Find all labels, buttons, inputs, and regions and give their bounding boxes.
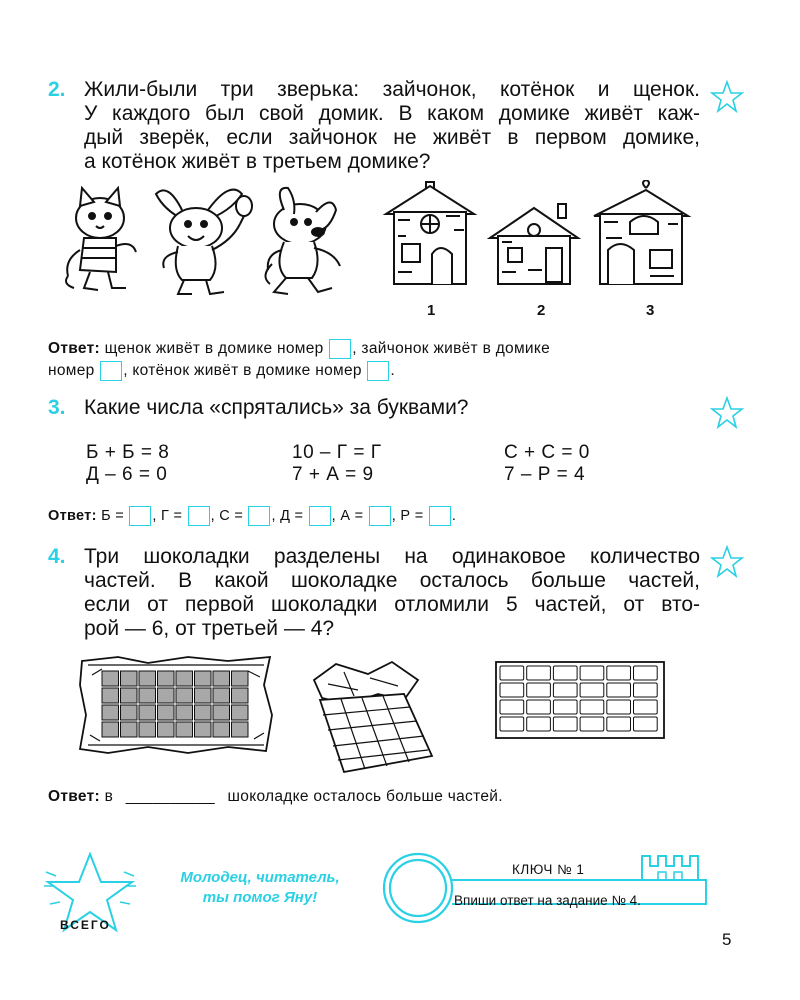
answer-item: , Д = xyxy=(271,508,304,524)
page-number: 5 xyxy=(722,930,732,949)
chocolate-piece xyxy=(500,683,524,697)
chocolate-piece xyxy=(158,705,175,720)
key-icon xyxy=(380,848,710,928)
chocolate-piece xyxy=(580,717,604,731)
chocolate-piece xyxy=(139,688,156,703)
house-label: 3 xyxy=(646,302,655,319)
chocolate-piece xyxy=(634,717,658,731)
task-3-text: Какие числа «спрятались» за буквами? xyxy=(84,396,469,419)
answer-label: Ответ: xyxy=(48,340,100,357)
house-label: 2 xyxy=(537,302,546,319)
answer-label: Ответ: xyxy=(48,788,100,805)
chocolate-piece xyxy=(527,700,551,714)
chocolate-piece xyxy=(527,683,551,697)
chocolate-3 xyxy=(495,661,665,739)
chocolate-piece xyxy=(232,705,249,720)
chocolate-piece xyxy=(121,688,138,703)
answer-item: , Г = xyxy=(152,508,183,524)
task-4-line: если от первой шоколадки отломили 5 частей, от вто- xyxy=(84,593,700,616)
task-3-number: 3. xyxy=(48,396,66,419)
chocolate-piece xyxy=(176,705,193,720)
chocolate-piece xyxy=(195,688,212,703)
chocolate-piece xyxy=(195,671,212,686)
chocolate-piece xyxy=(176,722,193,737)
answer-box-g[interactable] xyxy=(188,506,210,526)
answer-item: . xyxy=(451,508,457,524)
answer-item: , Р = xyxy=(391,508,424,524)
key-title: КЛЮЧ № 1 xyxy=(512,862,585,877)
total-label: ВСЕГО xyxy=(60,918,111,932)
chocolate-piece xyxy=(176,688,193,703)
chocolate-piece xyxy=(213,671,230,686)
answer-box-s[interactable] xyxy=(248,506,270,526)
chocolate-1 xyxy=(78,655,274,755)
chocolate-piece xyxy=(232,722,249,737)
chocolate-piece xyxy=(102,722,119,737)
chocolate-piece xyxy=(232,688,249,703)
chocolate-piece xyxy=(607,683,631,697)
answer-text: . xyxy=(390,362,396,379)
chocolate-piece xyxy=(607,717,631,731)
chocolate-piece xyxy=(102,688,119,703)
task-2-line: Жили-были три зверька: зайчонок, котёнок и щенок. xyxy=(84,78,700,101)
chocolate-piece xyxy=(580,683,604,697)
answer-blank-line[interactable]: __________ xyxy=(125,788,215,805)
chocolate-piece xyxy=(580,700,604,714)
chocolate-piece xyxy=(102,705,119,720)
houses-illustration xyxy=(382,180,692,290)
chocolate-piece xyxy=(607,700,631,714)
chocolate-piece xyxy=(553,666,577,680)
answer-box-a[interactable] xyxy=(369,506,391,526)
praise-line: Молодец, читатель, xyxy=(180,869,340,886)
chocolate-piece xyxy=(158,688,175,703)
task-4-answer xyxy=(48,786,708,808)
chocolate-piece xyxy=(102,671,119,686)
chocolate-piece xyxy=(121,671,138,686)
animals-illustration xyxy=(60,180,350,300)
chocolate-piece xyxy=(195,705,212,720)
star-icon[interactable] xyxy=(710,545,744,579)
answer-label: Ответ: xyxy=(48,508,97,524)
chocolate-piece xyxy=(553,700,577,714)
answer-box-bunny[interactable] xyxy=(100,361,122,381)
chocolate-piece xyxy=(634,683,658,697)
chocolate-piece xyxy=(139,705,156,720)
answer-box-kitten[interactable] xyxy=(367,361,389,381)
equation: Б + Б = 8 xyxy=(86,442,170,463)
task-4-number: 4. xyxy=(48,545,66,568)
task-3-answer xyxy=(48,505,708,527)
answer-box-b[interactable] xyxy=(129,506,151,526)
equation: С + С = 0 xyxy=(504,442,590,463)
answer-box-d[interactable] xyxy=(309,506,331,526)
chocolate-piece xyxy=(553,683,577,697)
answer-box-r[interactable] xyxy=(429,506,451,526)
key-hint: Впиши ответ на задание № 4. xyxy=(454,893,641,908)
task-4-line: рой — 6, от третьей — 4? xyxy=(84,617,335,640)
answer-item: Б = xyxy=(101,508,124,524)
chocolate-piece xyxy=(213,722,230,737)
bunny-icon xyxy=(156,190,252,294)
chocolate-piece xyxy=(139,722,156,737)
equation: Д – 6 = 0 xyxy=(86,464,168,485)
star-icon[interactable] xyxy=(710,396,744,430)
kitten-icon xyxy=(66,188,136,290)
answer-box-puppy[interactable] xyxy=(329,339,351,359)
house-1-icon xyxy=(386,182,474,284)
chocolate-piece xyxy=(121,722,138,737)
house-label: 1 xyxy=(427,302,436,319)
chocolate-piece xyxy=(158,671,175,686)
equation: 7 + А = 9 xyxy=(292,464,374,485)
chocolate-piece xyxy=(139,671,156,686)
chocolate-piece xyxy=(195,722,212,737)
chocolate-piece xyxy=(158,722,175,737)
chocolate-piece xyxy=(607,666,631,680)
chocolate-piece xyxy=(527,717,551,731)
puppy-icon xyxy=(265,188,340,294)
task-2-line: У каждого был свой домик. В каком домике живёт каж- xyxy=(84,102,700,125)
task-4-line: частей. В какой шоколадке осталось больше частей, xyxy=(84,569,700,592)
answer-text: , зайчонок живёт в домике xyxy=(352,340,551,357)
praise-text xyxy=(160,868,360,908)
answer-item: , А = xyxy=(331,508,364,524)
task-2-answer xyxy=(48,338,708,382)
answer-text: , котёнок живёт в домике номер xyxy=(123,362,362,379)
chocolate-piece xyxy=(500,700,524,714)
praise-line: ты помог Яну! xyxy=(202,889,318,906)
house-2-icon xyxy=(490,204,578,284)
task-2-line: дый зверёк, если зайчонок не живёт в первом домике, xyxy=(84,126,700,149)
house-3-icon xyxy=(594,180,688,284)
chocolate-2 xyxy=(308,660,438,775)
answer-text: щенок живёт в домике номер xyxy=(104,340,324,357)
chocolate-piece xyxy=(232,671,249,686)
chocolate-piece xyxy=(527,666,551,680)
equation: 10 – Г = Г xyxy=(292,442,382,463)
chocolate-piece xyxy=(580,666,604,680)
answer-suffix: шоколадке осталось больше частей. xyxy=(227,788,503,805)
task-4-line: Три шоколадки разделены на одинаковое количество xyxy=(84,545,700,568)
chocolate-piece xyxy=(500,666,524,680)
task-2-number: 2. xyxy=(48,78,66,101)
task-2-line: а котёнок живёт в третьем домике? xyxy=(84,150,431,173)
chocolate-piece xyxy=(121,705,138,720)
chocolate-piece xyxy=(213,705,230,720)
chocolate-piece xyxy=(553,717,577,731)
chocolate-piece xyxy=(176,671,193,686)
chocolate-piece xyxy=(634,666,658,680)
answer-prefix: в xyxy=(104,788,114,805)
chocolate-piece xyxy=(500,717,524,731)
answer-text: номер xyxy=(48,362,95,379)
chocolate-piece xyxy=(634,700,658,714)
equation: 7 – Р = 4 xyxy=(504,464,586,485)
answer-item: , С = xyxy=(210,508,244,524)
star-icon[interactable] xyxy=(710,80,744,114)
chocolate-piece xyxy=(213,688,230,703)
